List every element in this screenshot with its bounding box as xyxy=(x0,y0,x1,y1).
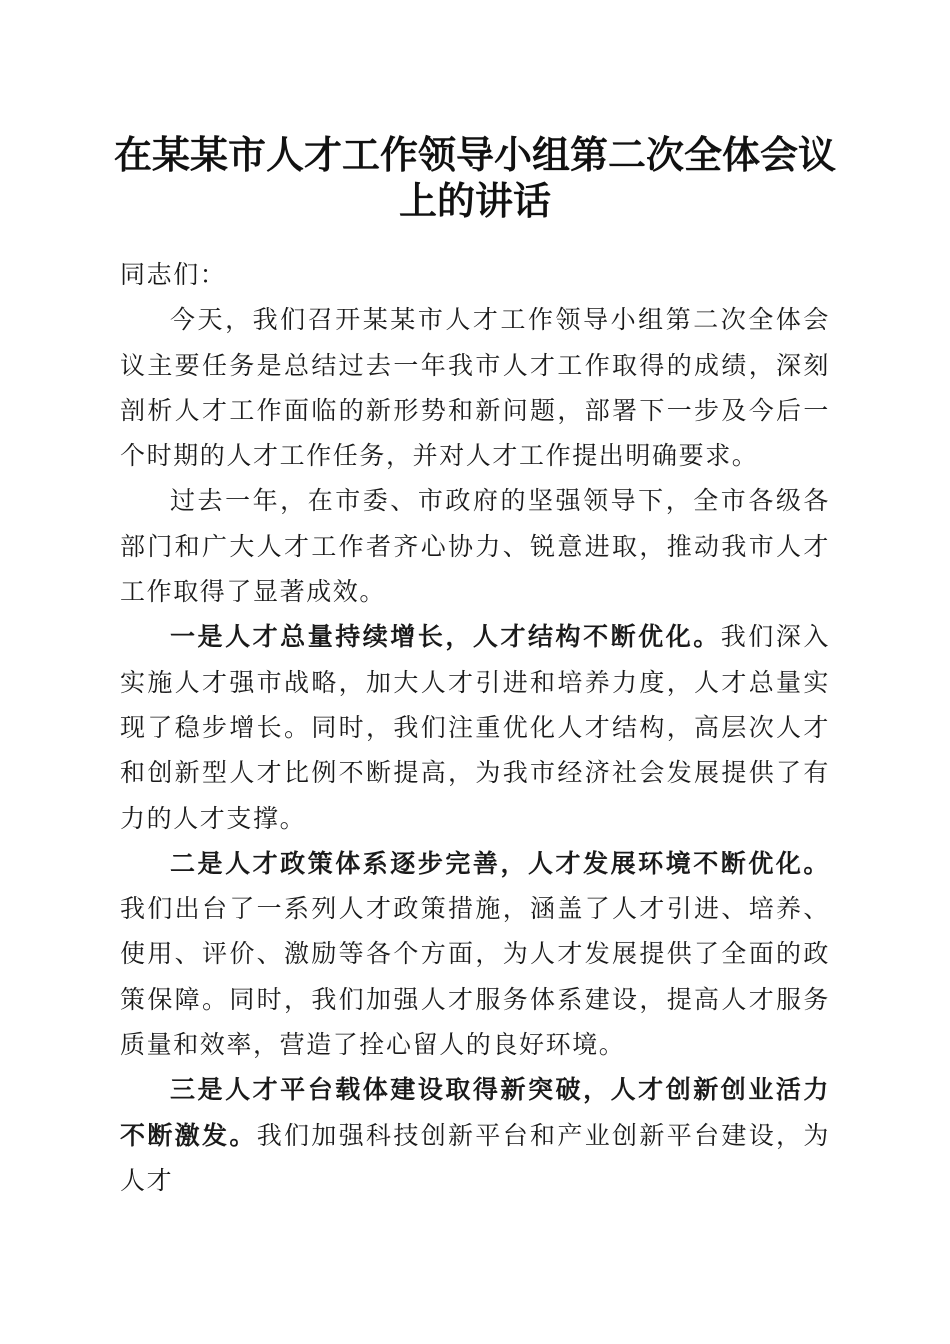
intro-paragraph: 今天，我们召开某某市人才工作领导小组第二次全体会议主要任务是总结过去一年我市人才工作取得的成绩，深刻剖析人才工作面临的新形势和新问题，部署下一步及今后一个时期的人才工作任务，并对人才工作提出明确要求。 xyxy=(120,305,830,471)
intro-paragraph: 过去一年，在市委、市政府的坚强领导下，全市各级各部门和广大人才工作者齐心协力、锐意进取，推动我市人才工作取得了显著成效。 xyxy=(120,486,830,607)
salutation: 同志们： xyxy=(120,260,227,289)
achievement-lead: 二是人才政策体系逐步完善，人才发展环境不断优化。 xyxy=(170,848,830,878)
achievement-paragraph xyxy=(120,841,830,1067)
achievement-paragraph xyxy=(120,614,830,840)
document-body xyxy=(120,252,830,1203)
achievement-paragraph xyxy=(120,1067,830,1203)
achievement-lead: 一是人才总量持续增长，人才结构不断优化。 xyxy=(170,622,721,652)
achievement-text: 我们加强科技创新平台和产业创新平台建设，为人才 xyxy=(120,1120,830,1195)
achievement-lead: 三是人才平台载体建设取得新突破，人才创新创业活力不断激发。 xyxy=(120,1075,830,1150)
achievement-text: 我们深入实施人才强市战略，加大人才引进和培养力度，人才总量实现了稳步增长。同时，我们注重优化人才结构，高层次人才和创新型人才比例不断提高，为我市经济社会发展提供了有力的人才支撑。 xyxy=(120,622,830,833)
achievement-text: 我们出台了一系列人才政策措施，涵盖了人才引进、培养、使用、评价、激励等各个方面，为人才发展提供了全面的政策保障。同时，我们加强人才服务体系建设，提高人才服务质量和效率，营造了拴心留人的良好环境。 xyxy=(120,894,830,1060)
page-title: 在某某市人才工作领导小组第二次全体会议上的讲话 xyxy=(113,132,836,223)
